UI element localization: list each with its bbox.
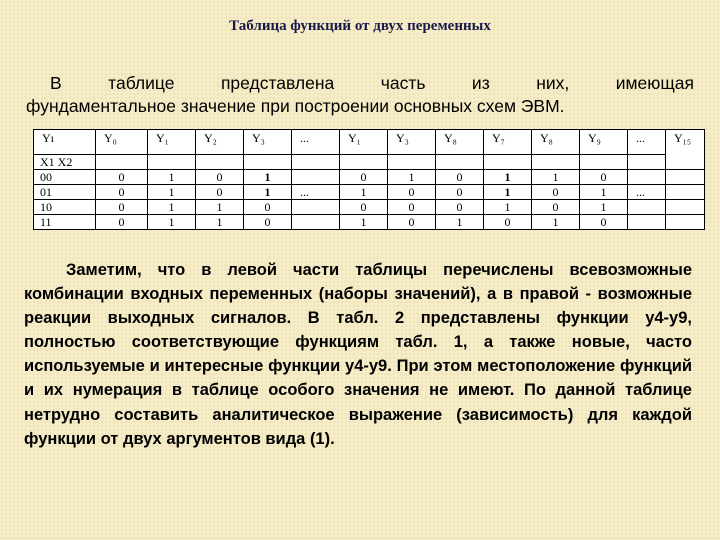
table-cell: 0 xyxy=(436,170,484,185)
table-cell: 1 xyxy=(244,170,292,185)
table-cell: 0 xyxy=(96,170,148,185)
table-cell: 0 xyxy=(436,200,484,215)
table-cell xyxy=(628,215,666,230)
table-cell: 1 xyxy=(340,215,388,230)
header-cell: Y₈ xyxy=(532,130,580,155)
body-text: Заметим, что в левой части таблицы перечислены всевозможные комбинации входных переменных (наборы значений), а в правой - возможные реакции выходных сигналов. В табл. 2 представлены функции y4-y9, полностью соответствующие функциям табл. 1, а также новые, часто используемые и интересные функции y4-y9. При этом местоположение функций и их нумерация в таблице особого значения не имеют. По данной таблице нетрудно составить аналитическое выражение (зависимость) для каждой функции от двух аргументов вида (1). xyxy=(24,261,692,448)
header-cell: Y₁ xyxy=(148,130,196,155)
table-cell xyxy=(666,185,705,200)
table-cell xyxy=(666,215,705,230)
table-cell: 0 xyxy=(532,200,580,215)
function-table xyxy=(33,129,705,230)
header-cell: Y₈ xyxy=(436,130,484,155)
table-cell: 0 xyxy=(484,215,532,230)
table-cell: 0 xyxy=(196,185,244,200)
table-row xyxy=(34,185,705,200)
table-cell: 0 xyxy=(388,200,436,215)
table-cell: 1 xyxy=(244,185,292,200)
table-cell: 0 xyxy=(96,215,148,230)
table-cell: 1 xyxy=(148,170,196,185)
header-cell: ... xyxy=(628,130,666,155)
table-cell: 0 xyxy=(196,170,244,185)
table-cell: 0 xyxy=(96,200,148,215)
empty-cell xyxy=(532,155,580,170)
table-row xyxy=(34,215,705,230)
table-cell: 1 xyxy=(148,185,196,200)
input-cell: 01 xyxy=(34,185,96,200)
table-cell xyxy=(628,170,666,185)
table-cell: 0 xyxy=(340,170,388,185)
table-cell: ... xyxy=(628,185,666,200)
header-cell: Y₁ xyxy=(340,130,388,155)
table-cell: 1 xyxy=(484,185,532,200)
empty-cell xyxy=(148,155,196,170)
subheader-cell: X1 X2 xyxy=(34,155,96,170)
empty-cell xyxy=(196,155,244,170)
table-cell: 1 xyxy=(580,200,628,215)
table-cell: 1 xyxy=(196,200,244,215)
table-cell xyxy=(628,200,666,215)
empty-cell xyxy=(628,155,666,170)
table-cell xyxy=(292,215,340,230)
table-cell: 0 xyxy=(96,185,148,200)
table-cell: 1 xyxy=(484,200,532,215)
input-cell: 10 xyxy=(34,200,96,215)
empty-cell xyxy=(388,155,436,170)
table-cell: 0 xyxy=(580,170,628,185)
header-cell: Yı xyxy=(34,130,96,155)
table-cell xyxy=(666,170,705,185)
empty-cell xyxy=(484,155,532,170)
input-cell: 11 xyxy=(34,215,96,230)
table-cell: 0 xyxy=(388,215,436,230)
table-cell: 1 xyxy=(436,215,484,230)
table-cell: 0 xyxy=(388,185,436,200)
intro-paragraph xyxy=(26,72,694,118)
header-cell: Y₇ xyxy=(484,130,532,155)
table-cell: 1 xyxy=(532,215,580,230)
table-row xyxy=(34,170,705,185)
table-cell: 1 xyxy=(580,185,628,200)
input-cell: 00 xyxy=(34,170,96,185)
table-cell: 0 xyxy=(340,200,388,215)
empty-cell xyxy=(96,155,148,170)
header-cell: Y₀ xyxy=(96,130,148,155)
slide-title: Таблица функций от двух переменных xyxy=(229,18,491,34)
table-subheader-row xyxy=(34,155,705,170)
body-paragraph xyxy=(24,258,692,451)
header-cell: Y₃ xyxy=(244,130,292,155)
table-cell: 0 xyxy=(244,215,292,230)
table-header-row xyxy=(34,130,705,155)
table-cell xyxy=(292,170,340,185)
table-cell: 1 xyxy=(196,215,244,230)
header-cell: Y₃ xyxy=(388,130,436,155)
table-cell: 0 xyxy=(580,215,628,230)
empty-cell xyxy=(580,155,628,170)
intro-line-1: В таблице представлена часть из них, имеющая xyxy=(50,73,694,93)
header-cell: Y₁₅ xyxy=(666,130,705,170)
empty-cell xyxy=(436,155,484,170)
empty-cell xyxy=(292,155,340,170)
table-row xyxy=(34,200,705,215)
table-cell: 1 xyxy=(340,185,388,200)
empty-cell xyxy=(244,155,292,170)
empty-cell xyxy=(340,155,388,170)
table-cell: 1 xyxy=(532,170,580,185)
table-cell xyxy=(292,200,340,215)
intro-line-2: фундаментальное значение при построении основных схем ЭВМ. xyxy=(26,96,565,116)
table-cell: ... xyxy=(292,185,340,200)
header-cell: Y₂ xyxy=(196,130,244,155)
header-cell: Y₉ xyxy=(580,130,628,155)
table-cell: 1 xyxy=(148,200,196,215)
table-cell xyxy=(666,200,705,215)
table-cell: 1 xyxy=(148,215,196,230)
table-cell: 1 xyxy=(484,170,532,185)
table-cell: 0 xyxy=(532,185,580,200)
header-cell: ... xyxy=(292,130,340,155)
table-cell: 0 xyxy=(436,185,484,200)
table-cell: 1 xyxy=(388,170,436,185)
table-cell: 0 xyxy=(244,200,292,215)
